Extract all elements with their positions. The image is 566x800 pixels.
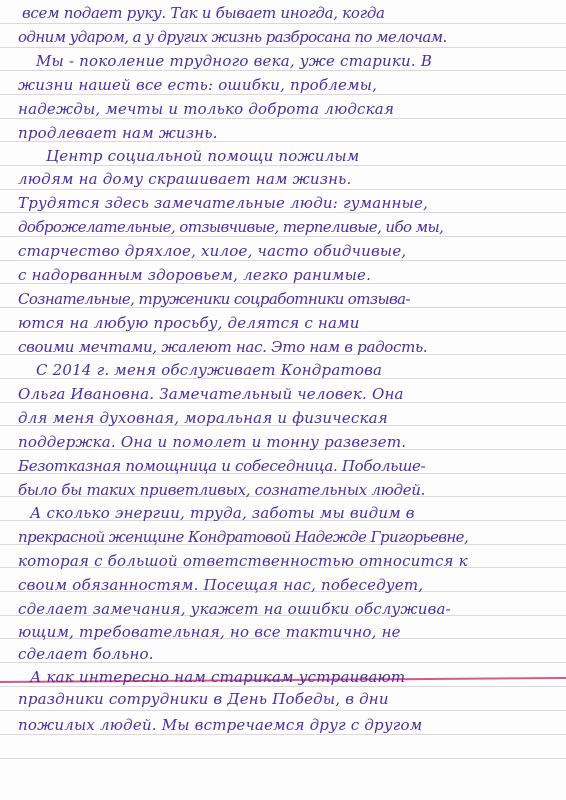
ruled-line (0, 758, 566, 759)
ruled-line (0, 94, 566, 95)
text-line: надежды, мечты и только доброта людская (18, 100, 395, 118)
ruled-line (0, 236, 566, 237)
text-line: праздники сотрудники в День Победы, в дни (18, 690, 389, 708)
ruled-line (0, 47, 566, 48)
text-line: старчество дряхлое, хилое, часто обидчивые, (18, 242, 407, 260)
text-line: доброжелательные, отзывчивые, терпеливые, ибо мы, (18, 218, 444, 236)
ruled-line (0, 710, 566, 711)
text-line: всем подает руку. Так и бывает иногда, когда (22, 4, 385, 22)
text-line: ются на любую просьбу, делятся с нами (18, 314, 360, 332)
text-line: А сколько энергии, труда, заботы мы видим в (30, 504, 415, 522)
ruled-line (0, 189, 566, 190)
text-line: Ольга Ивановна. Замечательный человек. Она (18, 385, 404, 403)
ruled-line (0, 686, 566, 687)
text-line: было бы таких приветливых, сознательных людей. (18, 481, 426, 499)
text-line: одним ударом, а у других жизнь разбросана по мелочам. (18, 28, 447, 46)
text-line: жизни нашей все есть: ошибки, проблемы, (18, 76, 378, 94)
text-line: пожилых людей. Мы встречаемся друг с другом (18, 716, 423, 734)
text-line: сделает больно. (18, 645, 154, 663)
text-line: поддержка. Она и помолет и тонну развезет. (18, 433, 407, 451)
ruled-line (0, 734, 566, 735)
text-line: продлевает нам жизнь. (18, 124, 218, 142)
text-line: Безотказная помощница и собеседница. Побольше- (18, 457, 426, 475)
ruled-line (0, 260, 566, 261)
text-line: с надорванным здоровьем, легко ранимые. (18, 266, 372, 284)
text-line: А как интересно нам старикам устраивают (30, 668, 406, 686)
ruled-line (0, 165, 566, 166)
ruled-line (0, 212, 566, 213)
text-line: Мы - поколение трудного века, уже старики. В (36, 52, 433, 70)
text-line: которая с большой ответственностью относится к (18, 552, 468, 570)
text-line: своими мечтами, жалеют нас. Это нам в радость. (18, 338, 428, 356)
ruled-line (0, 70, 566, 71)
text-line: своим обязанностям. Посещая нас, побеседует, (18, 576, 424, 594)
text-line: для меня духовная, моральная и физическая (18, 409, 388, 427)
text-line: С 2014 г. меня обслуживает Кондратова (36, 361, 383, 379)
text-line: ющим, требовательная, но все тактично, не (18, 623, 401, 641)
text-line: Трудятся здесь замечательные люди: гуманные, (18, 194, 429, 212)
text-line: сделает замечания, укажет на ошибки обслужива- (18, 600, 451, 618)
text-line: Центр социальной помощи пожилым (46, 147, 360, 165)
ruled-line (0, 23, 566, 24)
text-line: Сознательные, труженики соцработники отзыва- (18, 290, 410, 308)
ruled-line (0, 118, 566, 119)
text-line: прекрасной женщине Кондратовой Надежде Григорьевне, (18, 528, 469, 546)
text-line: людям на дому скрашивает нам жизнь. (18, 170, 352, 188)
